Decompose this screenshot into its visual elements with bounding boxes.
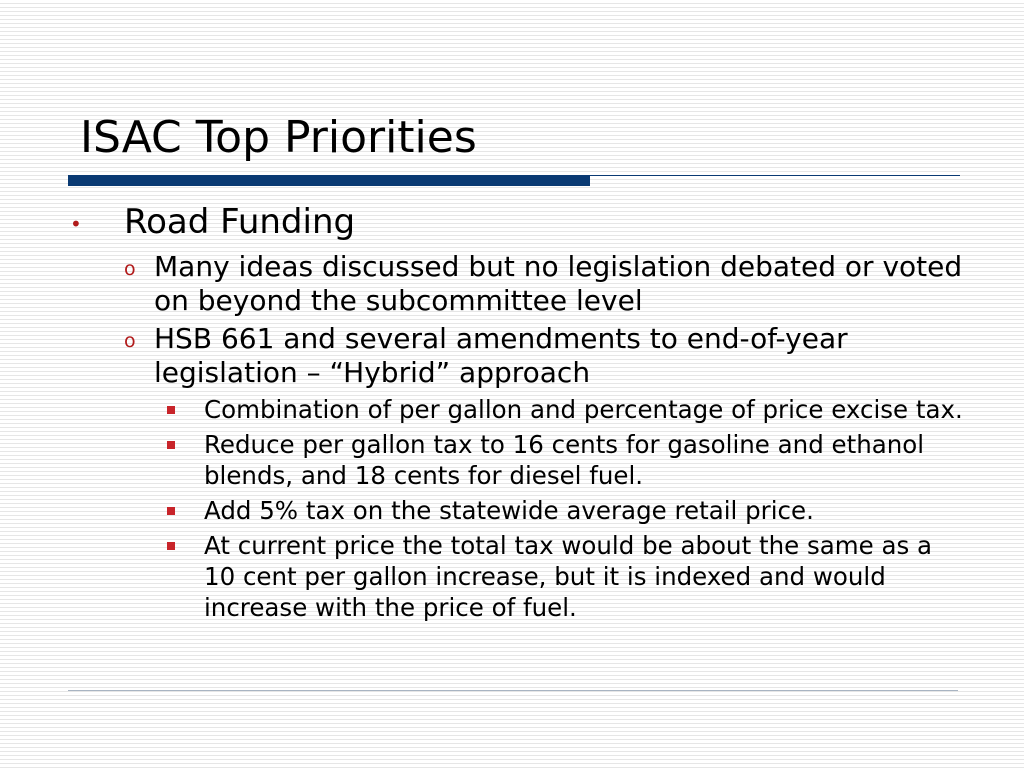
square-bullet-icon bbox=[167, 406, 175, 414]
bullet-level3 bbox=[0, 429, 1024, 491]
bullet-level1 bbox=[0, 198, 1024, 250]
title-rule-line bbox=[590, 175, 960, 176]
bullet-text: Many ideas discussed but no legislation debated or voted on beyond the subcommittee level bbox=[154, 250, 963, 317]
bullet-level3 bbox=[0, 495, 1024, 526]
bullet-text: Combination of per gallon and percentage of price excise tax. bbox=[204, 395, 963, 424]
bullet-level2 bbox=[0, 250, 1024, 318]
square-bullet-icon bbox=[167, 542, 175, 550]
slide-title: ISAC Top Priorities bbox=[80, 112, 477, 163]
bullet-level3 bbox=[0, 530, 1024, 623]
bullet-level2 bbox=[0, 322, 1024, 390]
hollow-circle-icon: o bbox=[124, 258, 136, 280]
slide-content bbox=[0, 198, 1024, 627]
title-accent-bar bbox=[68, 175, 590, 186]
hollow-circle-icon: o bbox=[124, 330, 136, 352]
bullet-text: Road Funding bbox=[124, 202, 356, 242]
footer-rule-line bbox=[68, 690, 958, 691]
bullet-level3 bbox=[0, 394, 1024, 425]
square-bullet-icon bbox=[167, 441, 175, 449]
bullet-text: HSB 661 and several amendments to end-of-year legislation – “Hybrid” approach bbox=[154, 322, 848, 389]
square-bullet-icon bbox=[167, 507, 175, 515]
bullet-text: At current price the total tax would be about the same as a 10 cent per gallon increase, but it is indexed and would increase with the price of fuel. bbox=[204, 531, 933, 622]
bullet-dot-icon: • bbox=[70, 212, 82, 236]
bullet-text: Add 5% tax on the statewide average retail price. bbox=[204, 496, 814, 525]
bullet-text: Reduce per gallon tax to 16 cents for gasoline and ethanol blends, and 18 cents for diesel fuel. bbox=[204, 430, 925, 490]
